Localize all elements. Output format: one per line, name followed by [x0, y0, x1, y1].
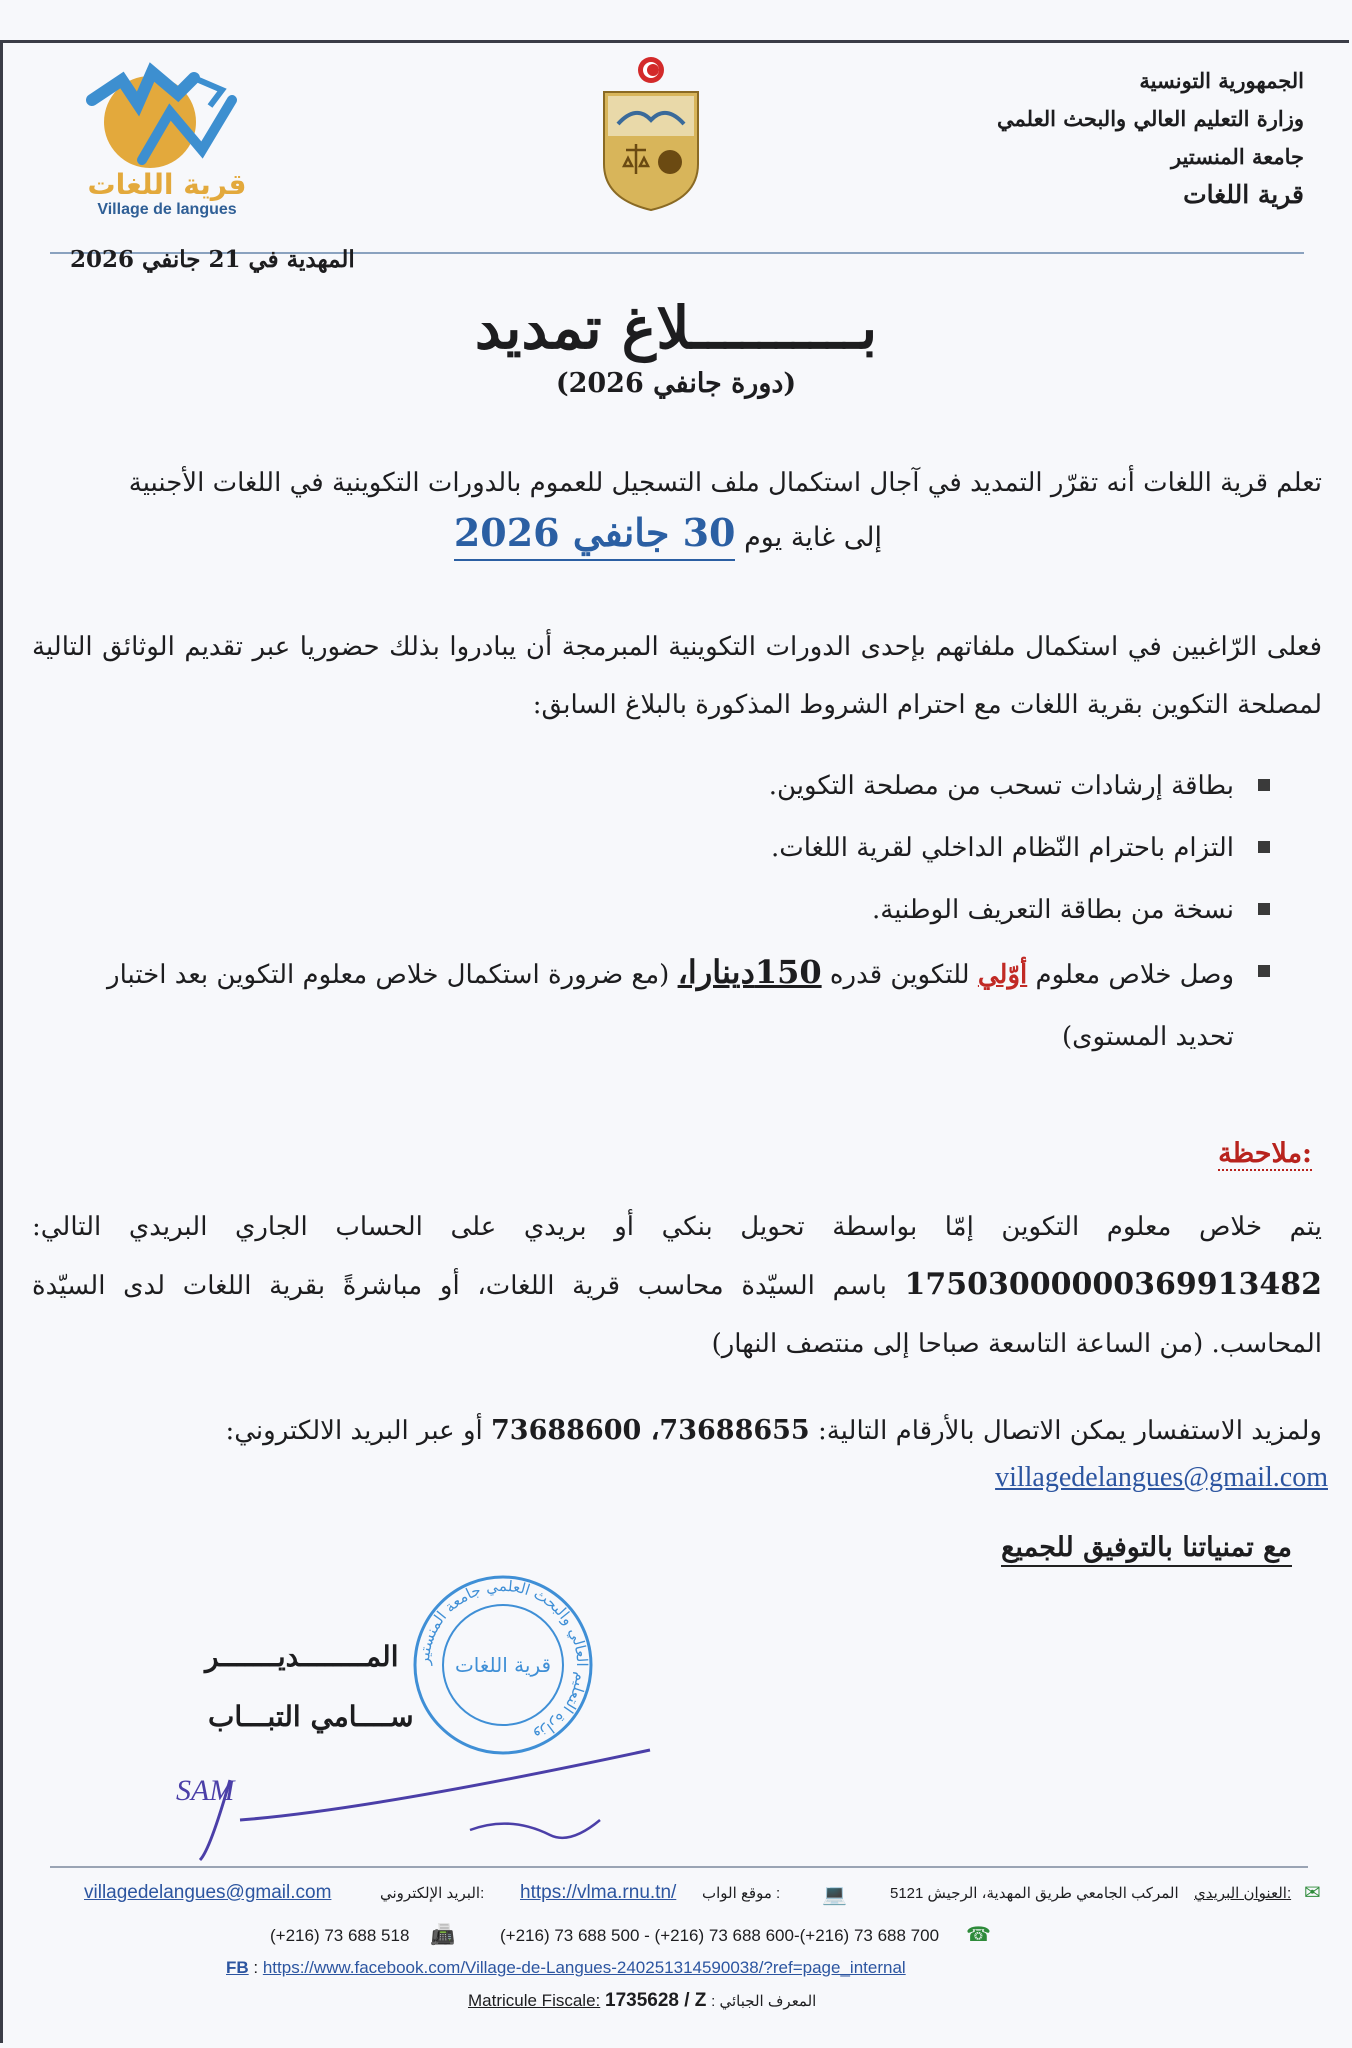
logo-fr: Village de langues	[97, 201, 237, 218]
fee-amount: 150دينارا،	[677, 953, 822, 991]
note-label: ملاحظة:	[1218, 1138, 1312, 1169]
footer-address: المركب الجامعي طريق المهدية، الرجيش 5121	[890, 1885, 1179, 1902]
footer-row-3: FB : https://www.facebook.com/Village-de-Langues-240251314590038/?ref=page_internal	[226, 1958, 906, 1977]
contact-text-2: أو عبر البريد الالكتروني:	[225, 1416, 483, 1446]
tunisia-emblem-icon	[596, 54, 706, 214]
fee-text-c: للتكوين قدره	[829, 960, 970, 990]
director-name: ســــامي التبـــاب	[208, 1700, 414, 1733]
director-title: المــــــــديـــــــر	[205, 1640, 399, 1673]
list-item: بطاقة إرشادات تسحب من مصلحة التكوين.	[62, 755, 1242, 817]
footer-phones: (+216) 73 688 500 - (+216) 73 688 600-(+216) 73 688 700	[500, 1926, 940, 1945]
closing-line: مع تمنياتنا بالتوفيق للجميع	[1001, 1532, 1292, 1567]
footer-site-label: موقع الواب :	[702, 1885, 781, 1902]
list-item: نسخة من بطاقة التعريف الوطنية.	[62, 879, 1242, 941]
footer-email[interactable]: villagedelangues@gmail.com	[84, 1882, 332, 1903]
contact-text: ولمزيد الاستفسار يمكن الاتصال بالأرقام التالية:	[817, 1416, 1322, 1446]
deadline-value: 30 جانفي 2026	[454, 510, 736, 561]
phone-icon: ☎	[966, 1924, 991, 1946]
account-number: 17503000000369913482	[904, 1267, 1323, 1302]
university-line: جامعة المنستير	[1170, 144, 1304, 169]
signature-graphic	[170, 1720, 670, 1870]
header-block	[997, 62, 1304, 214]
contact-email-link[interactable]: villagedelangues@gmail.com	[995, 1462, 1328, 1493]
footer-website[interactable]: https://vlma.rnu.tn/	[520, 1882, 677, 1903]
stamp-outer-text: وزارة التعليم العالي والبحث العلمي جامعة المنستير	[414, 1576, 592, 1746]
intro-paragraph: تعلم قرية اللغات أنه تقرّر التمديد في آجال استكمال ملف التسجيل للعموم بالدورات التكوينية في اللغات الأجنبية	[128, 468, 1322, 498]
note-paragraph	[32, 1198, 1322, 1373]
fee-text-e: (مع ضرورة استكمال خلاص معلوم التكوين بعد اختبار تحديد المستوى)	[107, 960, 1234, 1052]
logo-ar: قرية اللغات	[87, 168, 247, 201]
footer-address-label: العنوان البريدي:	[1194, 1885, 1292, 1902]
footer-fax: (+216) 73 688 518	[270, 1926, 410, 1945]
document-list	[62, 755, 1242, 1068]
footer-row-4	[468, 1990, 988, 2016]
note-text-2: باسم السيّدة محاسب قرية اللغات، أو مباشرةً بقرية اللغات لدى السيّدة المحاسب. (من الساعة التاسعة صباحا إلى منتصف النهار)	[32, 1271, 1322, 1359]
footer-rule	[50, 1866, 1308, 1868]
mf-value: 1735628 / Z	[605, 1990, 707, 2011]
list-item-fee	[62, 941, 1242, 1068]
deadline-line	[454, 510, 882, 555]
ministry-line: وزارة التعليم العالي والبحث العلمي	[997, 106, 1304, 131]
signature	[170, 1720, 670, 1870]
stamp-inner-text: قرية اللغات	[454, 1653, 552, 1677]
body-paragraph: فعلى الرّاغبين في استكمال ملفاتهم بإحدى الدورات التكوينية المبرمجة أن يبادروا بذلك حضوريا عبر تقديم الوثائق التالية لمصلحة التكوين بقرية اللغات مع احترام الشروط المذكورة بالبلاغ السابق:	[32, 632, 1322, 720]
logo-graphic	[82, 60, 252, 170]
contact-phones: 73688655، 73688600	[491, 1415, 810, 1446]
note-text-1: يتم خلاص معلوم التكوين إمّا بواسطة تحويل بنكي أو بريدي على الحساب الجاري البريدي التالي:	[32, 1212, 1322, 1242]
facebook-link[interactable]: https://www.facebook.com/Village-de-Langues-240251314590038/?ref=page_internal	[262, 1958, 906, 1977]
mf-arabic: : المعرف الجبائي	[711, 1993, 817, 2010]
fee-text-a: وصل خلاص معلوم	[1035, 960, 1234, 990]
footer-row-2	[270, 1926, 1220, 1952]
mf-label: Matricule Fiscale:	[468, 1991, 601, 2010]
contact-paragraph	[32, 1402, 1322, 1460]
fax-icon: 📠	[430, 1924, 455, 1946]
footer-row-1	[84, 1882, 1321, 1910]
envelope-icon: ✉	[1304, 1882, 1321, 1904]
coat-of-arms	[596, 54, 706, 214]
republic-line: الجمهورية التونسية	[1139, 68, 1304, 93]
fb-label: FB	[226, 1958, 249, 1977]
notice-subtitle: (دورة جانفي 2026)	[555, 368, 797, 399]
village-logo	[82, 60, 252, 230]
notice-title: بــــــــــلاغ تمديد	[474, 294, 878, 362]
institution-line: قرية اللغات	[1183, 180, 1304, 209]
fee-initial: أوّلي	[977, 960, 1028, 990]
deadline-prefix: إلى غاية يوم	[744, 522, 882, 553]
date-line: المهدية في 21 جانفي 2026	[70, 246, 355, 273]
list-item: التزام باحترام النّظام الداخلي لقرية اللغات.	[62, 817, 1242, 879]
computer-icon: 💻	[822, 1884, 847, 1906]
footer-email-label: البريد الإلكتروني:	[380, 1885, 485, 1902]
signature-text: SAM	[176, 1774, 235, 1807]
